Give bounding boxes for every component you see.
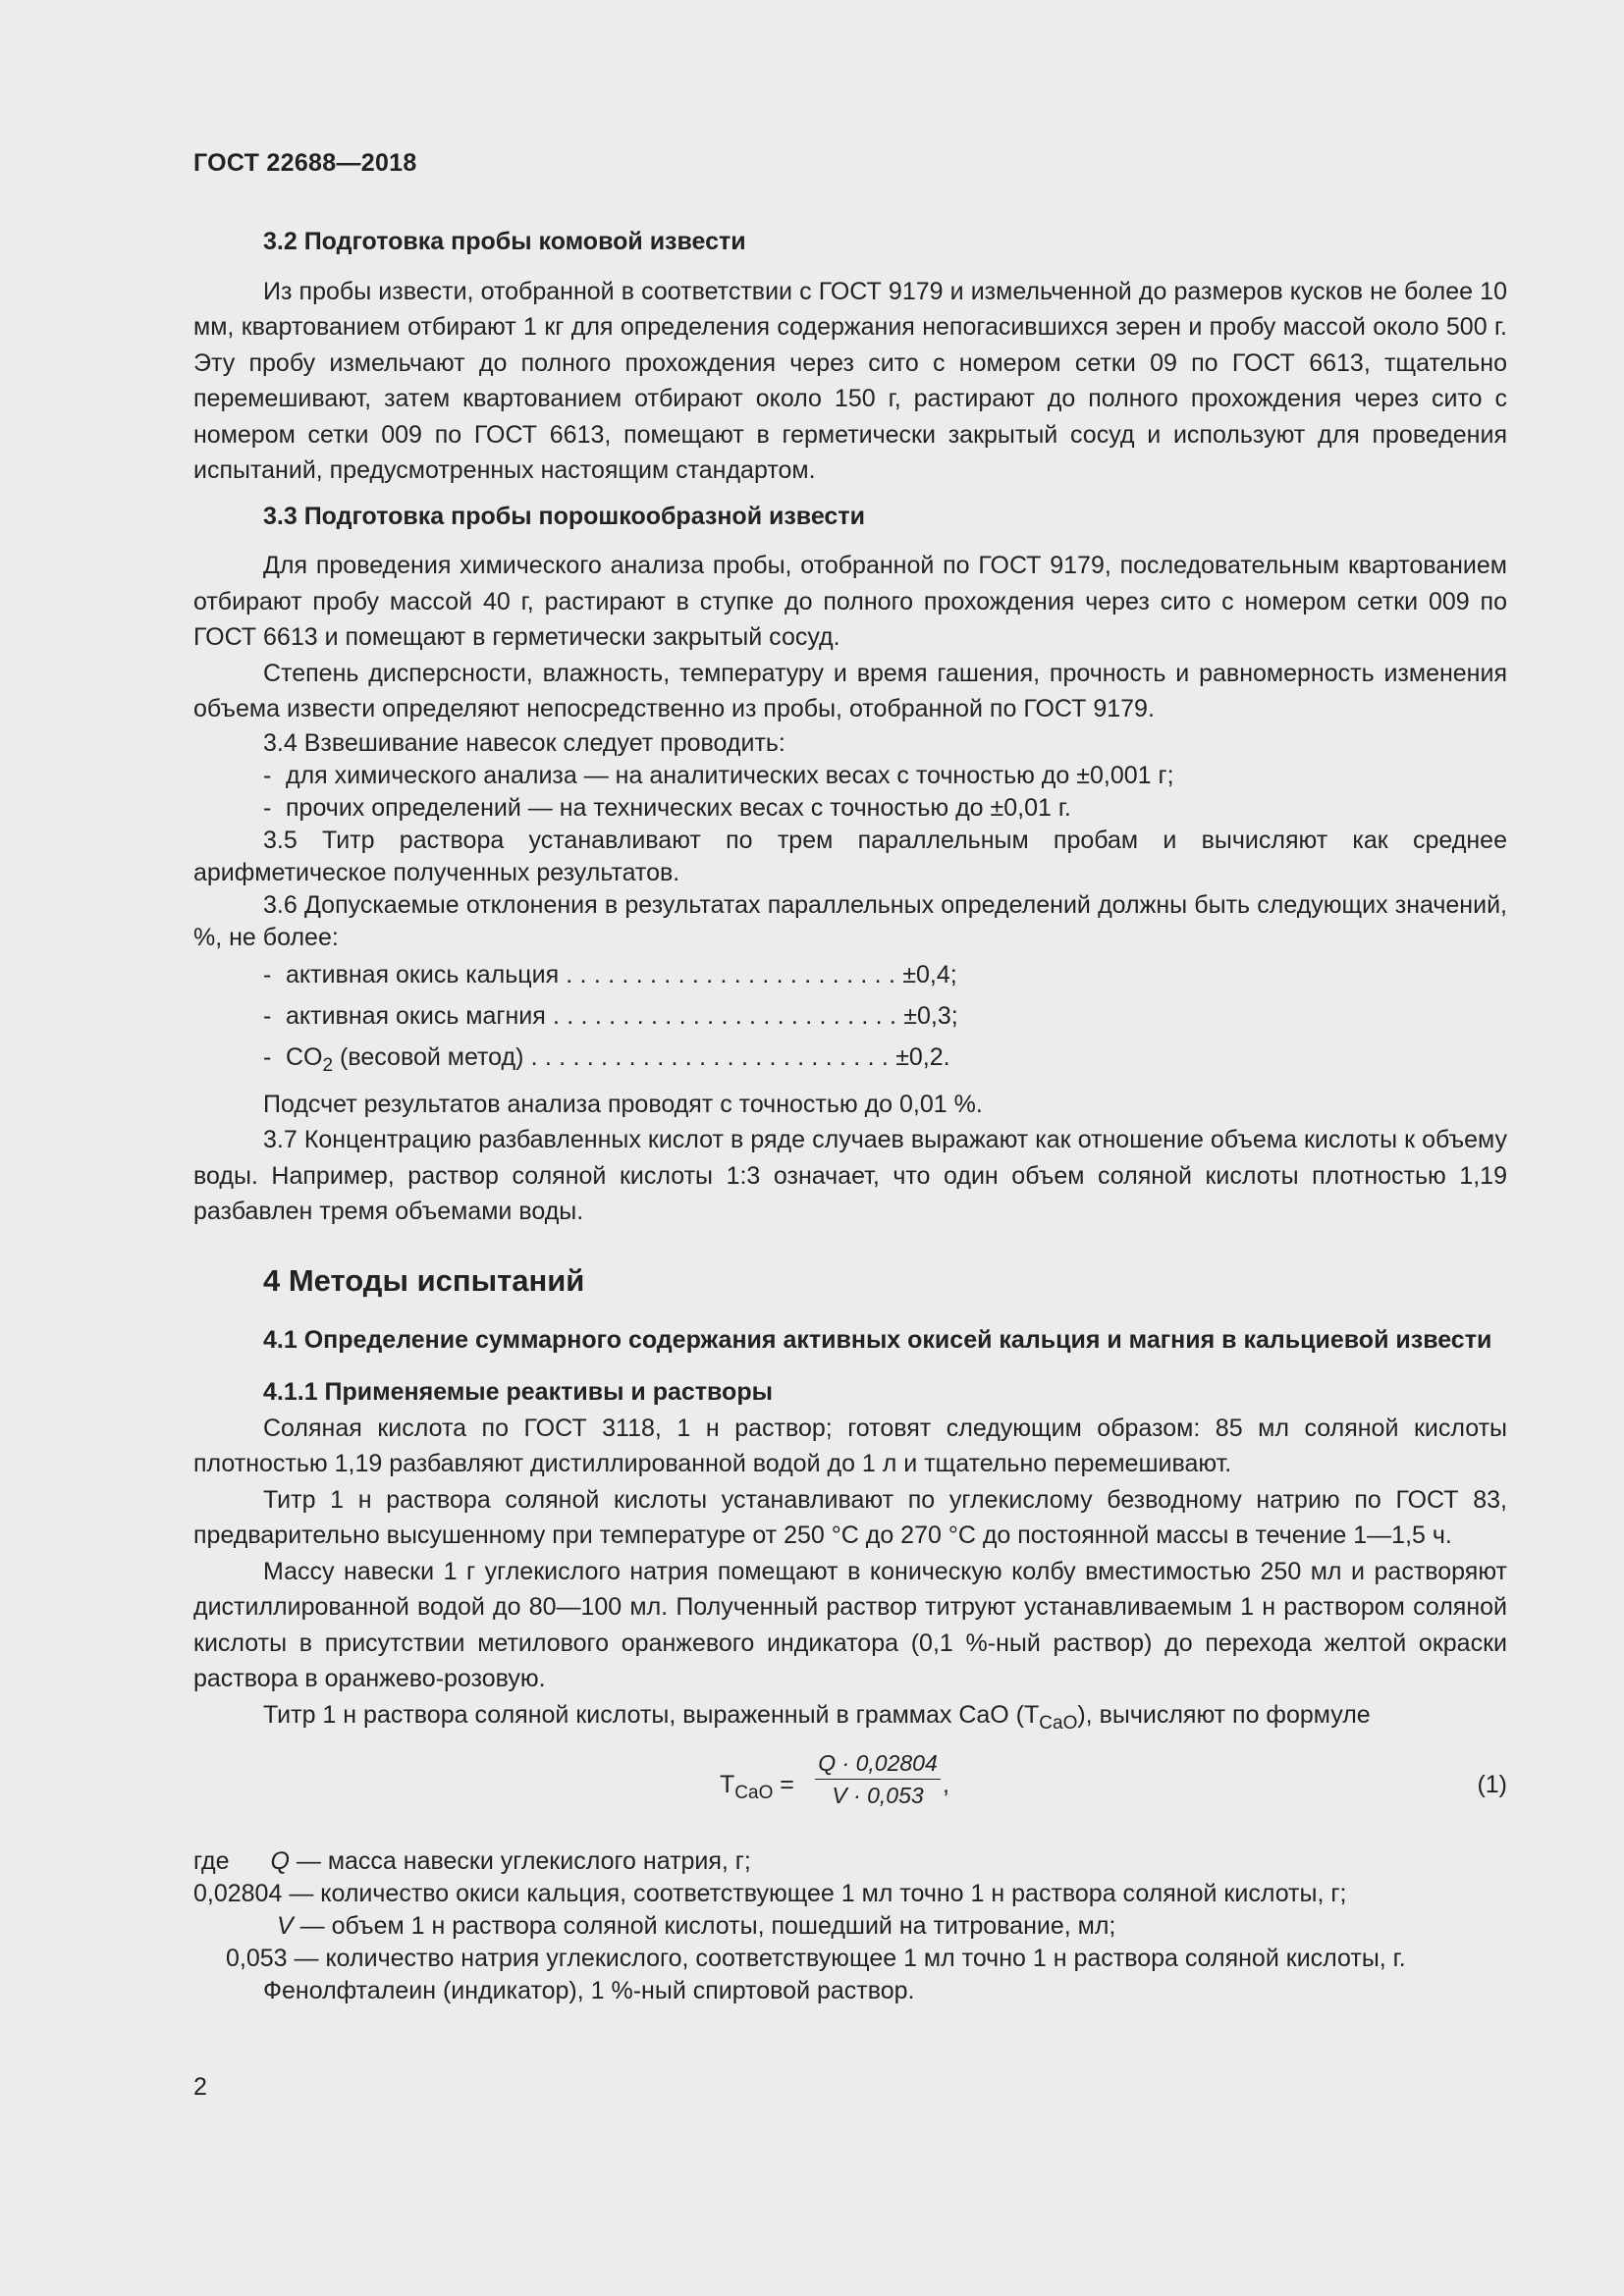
paragraph-text: Титр 1 н раствора соляной кислоты, выраженный в граммах CaO (T (263, 1700, 1040, 1729)
document-header: ГОСТ 22688—2018 (193, 149, 417, 177)
section-3-6-paragraph-2: Подсчет результатов анализа проводят с точностью до 0,01 %. (263, 1090, 983, 1118)
legend-text: — количество натрия углекислого, соответствующее 1 мл точно 1 н раствора соляной кислоты, г. (287, 1945, 1406, 1972)
legend-text: — масса навески углекислого натрия, г; (289, 1847, 751, 1875)
section-4-1-title: 4.1 Определение суммарного содержания активных окисей кальция и магния в кальциевой извести (263, 1326, 1492, 1354)
section-3-2-paragraph: Из пробы извести, отобранной в соответствии с ГОСТ 9179 и измельченной до размеров кусков не более 10 мм, квартованием отбирают 1 кг для определения содержания непогасившихся зерен и пробу массой около 500 г. Эту пробу измельчают до полного прохождения через сито с номером сетки 09 по ГОСТ 6613, тщательно перемешивают, затем квартованием отбирают около 150 г, растирают до полного прохождения через сито с номером сетки 009 по ГОСТ 6613, помещают в герметически закрытый сосуд и используют для проведения испытаний, предусмотренных настоящим стандартом. (193, 277, 1507, 484)
page-content (193, 224, 1507, 2007)
section-3-3-title: 3.3 Подготовка пробы порошкообразной извести (263, 502, 865, 530)
deviation-label: активная окись магния (286, 1001, 546, 1030)
section-4-1-1-paragraph-2: Титр 1 н раствора соляной кислоты устанавливают по углекислому безводному натрию по ГОСТ 83, предварительно высушенному при температуре от 250 °С до 270 °С до постоянной массы в течение 1—1,5 ч. (193, 1485, 1507, 1549)
legend-row (193, 1878, 1507, 1910)
formula-number: (1) (1477, 1771, 1507, 1798)
section-4-1-1-paragraph-3: Массу навески 1 г углекислого натрия помещают в коническую колбу вместимостью 250 мл и растворяют дистиллированной водой до 80—100 мл. Полученный раствор титруют устанавливаемым 1 н раствором соляной кислоты в присутствии метилового оранжевого индикатора (0,1 %-ный раствор) до перехода желтой окраски раствора в оранжево-розовую. (193, 1557, 1507, 1692)
section-3-3-paragraph-2: Степень дисперсности, влажность, температуру и время гашения, прочность и равномерность изменения объема извести определяют непосредственно из пробы, отобранной по ГОСТ 9179. (193, 659, 1507, 722)
formula-subscript: CaO (734, 1783, 774, 1803)
formula-lhs (720, 1767, 794, 1812)
leader-dots: . . . . . . . . . . . . . . . . . . . . . . . . (559, 960, 903, 988)
section-3-6-paragraph: 3.6 Допускаемые отклонения в результатах параллельных определений должны быть следующих значений, %, не более: (193, 890, 1507, 951)
deviation-label: активная окись кальция (286, 960, 560, 988)
legend-symbol: V (277, 1912, 294, 1940)
formula-denominator: V · 0,053 (832, 1783, 924, 1808)
leader-dots: . . . . . . . . . . . . . . . . . . . . . . . . . (545, 1001, 904, 1030)
legend-row (193, 1845, 1507, 1878)
paragraph-text-end: ), вычисляют по формуле (1077, 1700, 1371, 1729)
legend-symbol: 0,02804 (193, 1880, 283, 1907)
formula-legend (193, 1845, 1507, 1975)
section-4-title: 4 Методы испытаний (263, 1262, 585, 1298)
legend-symbol: Q (270, 1847, 290, 1875)
deviation-value: ±0,4; (902, 960, 957, 988)
section-3-3-paragraph-1: Для проведения химического анализа пробы, отобранной по ГОСТ 9179, последовательным квартованием отбирают пробу массой 40 г, растирают в ступке до полного прохождения через сито с номером сетки 009 по ГОСТ 6613 и помещают в герметически закрытый сосуд. (193, 552, 1507, 651)
section-3-2-title: 3.2 Подготовка пробы комовой извести (263, 228, 746, 255)
section-3-4-paragraph: 3.4 Взвешивание навесок следует проводить: (263, 728, 785, 757)
deviation-label-subscript: 2 (322, 1054, 334, 1076)
weighing-list-item: - прочих определений — на технических весах с точностью до ±0,01 г. (263, 793, 1071, 822)
weighing-item-text: для химического анализа — на аналитических весах с точностью до ±0,001 г; (286, 761, 1174, 789)
paragraph-subscript: CaO (1039, 1712, 1078, 1734)
legend-intro: где (193, 1847, 230, 1875)
formula-fraction (815, 1747, 941, 1811)
weighing-list-item: - для химического анализа — на аналитических весах с точностью до ±0,001 г; (263, 761, 1174, 789)
section-4-1-1-title: 4.1.1 Применяемые реактивы и растворы (263, 1378, 773, 1406)
weighing-item-text: прочих определений — на технических весах с точностью до ±0,01 г. (286, 793, 1071, 822)
section-4-1-1-paragraph-4 (193, 1697, 1507, 1742)
formula-numerator: Q · 0,02804 (815, 1747, 941, 1780)
deviation-row: - $CO_2$ (весовой метод) . . . . . . . . . . . . . . . . . . . . . . . . . . ±0,2. (263, 1042, 950, 1076)
legend-symbol: 0,053 (226, 1945, 288, 1972)
section-4-1-1-paragraph-1: Соляная кислота по ГОСТ 3118, 1 н раствор; готовят следующим образом: 85 мл соляной кислоты плотностью 1,19 разбавляют дистиллированной водой до 1 л и тщательно перемешивают. (193, 1414, 1507, 1477)
section-3-5-paragraph: 3.5 Титр раствора устанавливают по трем параллельным пробам и вычисляют как среднее арифметическое полученных результатов. (193, 826, 1507, 886)
deviation-value: ±0,2. (895, 1042, 950, 1071)
deviation-label: CO (286, 1042, 323, 1071)
deviation-row: - активная окись магния . . . . . . . . . . . . . . . . . . . . . . . . . ±0,3; (263, 1001, 958, 1030)
legend-row (193, 1943, 1507, 1975)
legend-text: — объем 1 н раствора соляной кислоты, пошедший на титрование, мл; (293, 1912, 1116, 1940)
deviation-value: ±0,3; (903, 1001, 958, 1030)
section-3-7-paragraph: 3.7 Концентрацию разбавленных кислот в ряде случаев выражают как отношение объема кислоты к объему воды. Например, раствор соляной кислоты 1:3 означает, что один объем соляной кислоты плотностью 1,19 разбавлен тремя объемами воды. (193, 1126, 1507, 1225)
legend-text: — количество окиси кальция, соответствующее 1 мл точно 1 н раствора соляной кислоты, г; (282, 1880, 1347, 1907)
section-4-1-1-paragraph-5: Фенолфталеин (индикатор), 1 %-ный спиртовой раствор. (263, 1977, 915, 2004)
legend-row (193, 1910, 1507, 1943)
formula-symbol: T (720, 1771, 735, 1798)
formula-comma: , (943, 1771, 949, 1798)
deviation-row: - активная окись кальция . . . . . . . . . . . . . . . . . . . . . . . . ±0,4; (263, 960, 957, 988)
formula-1 (193, 1747, 1507, 1832)
page-number: 2 (193, 2073, 207, 2101)
leader-dots: . . . . . . . . . . . . . . . . . . . . . . . . . . (523, 1042, 896, 1071)
deviation-label-rest: (весовой метод) (333, 1042, 524, 1071)
formula-equals: = (773, 1771, 794, 1798)
